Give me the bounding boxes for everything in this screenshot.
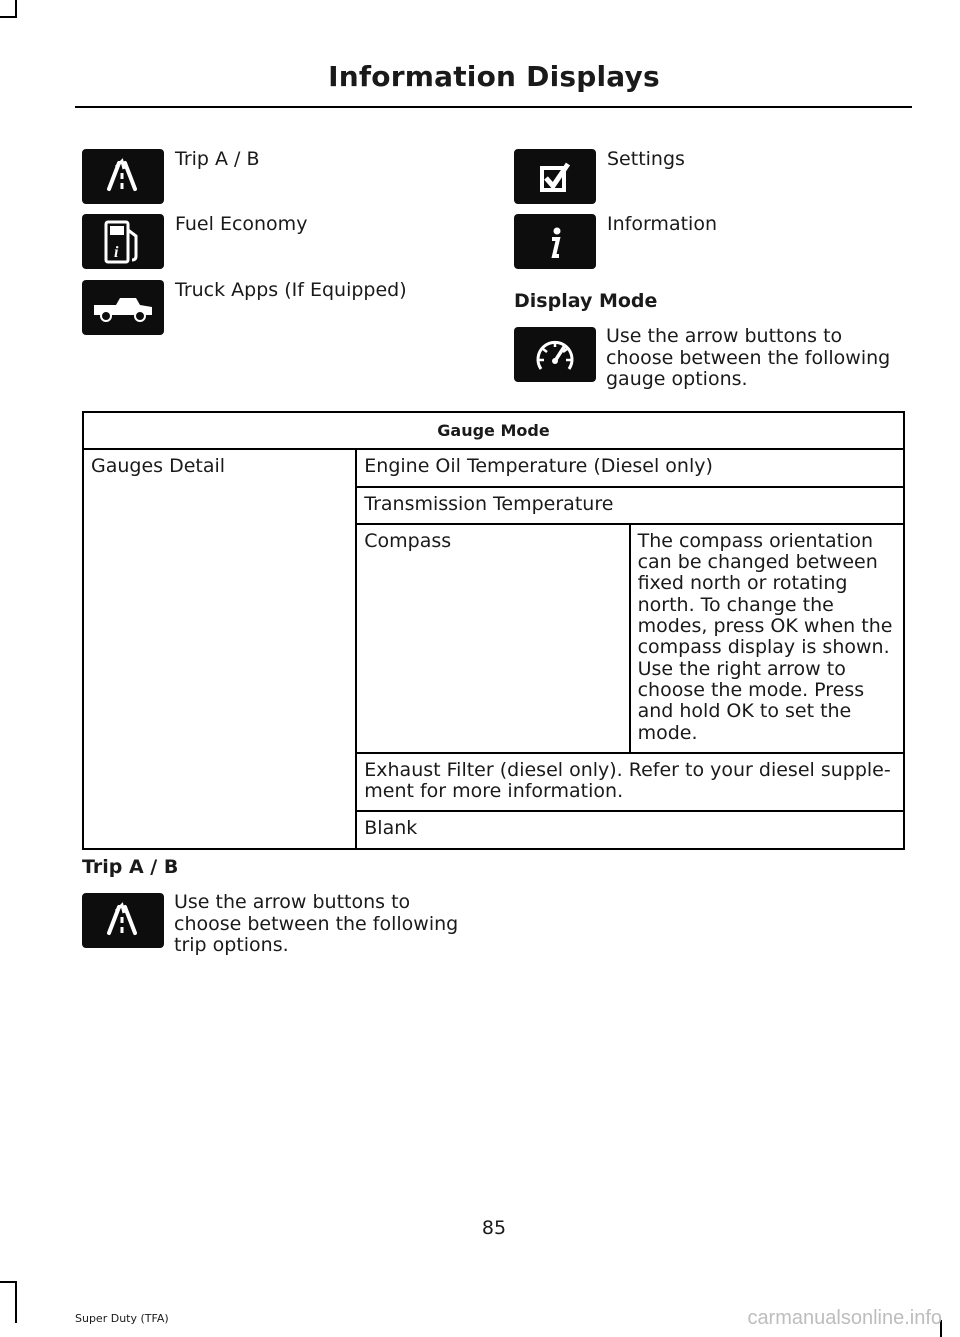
table-cell: Compass bbox=[356, 524, 629, 753]
menu-item-information: Information bbox=[607, 213, 717, 235]
table-cell: Exhaust Filter (diesel only). Refer to your diesel supple-ment for more information. bbox=[356, 753, 904, 812]
display-mode-text: Use the arrow buttons to choose between the following gauge options. bbox=[606, 325, 891, 390]
table-title: Gauge Mode bbox=[83, 412, 904, 449]
table-cell: Engine Oil Temperature (Diesel only) bbox=[356, 449, 904, 486]
checkbox-icon bbox=[514, 149, 596, 204]
trip-heading: Trip A / B bbox=[82, 856, 179, 878]
header-divider bbox=[75, 106, 912, 108]
footer-model: Super Duty (TFA) bbox=[75, 1312, 169, 1325]
menu-item-settings: Settings bbox=[607, 148, 685, 170]
table-category-cell: Gauges Detail bbox=[83, 449, 356, 848]
page-title: Information Displays bbox=[328, 60, 660, 93]
watermark: carmanualsonline.info bbox=[747, 1307, 942, 1329]
table-cell: Transmission Temperature bbox=[356, 487, 904, 524]
info-icon bbox=[514, 214, 596, 269]
gauge-mode-table bbox=[82, 411, 905, 850]
menu-item-trip: Trip A / B bbox=[175, 148, 260, 170]
crop-mark bbox=[15, 1283, 17, 1323]
page-number: 85 bbox=[481, 1217, 507, 1239]
crop-mark bbox=[0, 16, 17, 18]
table-row bbox=[83, 449, 904, 486]
menu-item-truck-apps: Truck Apps (If Equipped) bbox=[175, 279, 407, 301]
truck-icon bbox=[82, 280, 164, 335]
display-mode-heading: Display Mode bbox=[514, 290, 658, 312]
trip-icon bbox=[82, 149, 164, 204]
gauge-icon bbox=[514, 327, 596, 382]
table-cell: The compass orientation can be changed between fixed north or rotating north. To change the modes, press OK when the compass display is shown. Use the right arrow to choose the mode. Press and hold OK to set the mode. bbox=[630, 524, 904, 753]
crop-mark bbox=[0, 1281, 17, 1283]
svg-text:i: i bbox=[114, 243, 119, 261]
trip-text: Use the arrow buttons to choose between the following trip options. bbox=[174, 891, 459, 956]
fuel-pump-icon bbox=[82, 214, 164, 269]
crop-mark bbox=[15, 0, 17, 16]
trip-icon bbox=[82, 893, 164, 948]
menu-item-fuel-economy: Fuel Economy bbox=[175, 213, 308, 235]
table-cell: Blank bbox=[356, 811, 904, 848]
